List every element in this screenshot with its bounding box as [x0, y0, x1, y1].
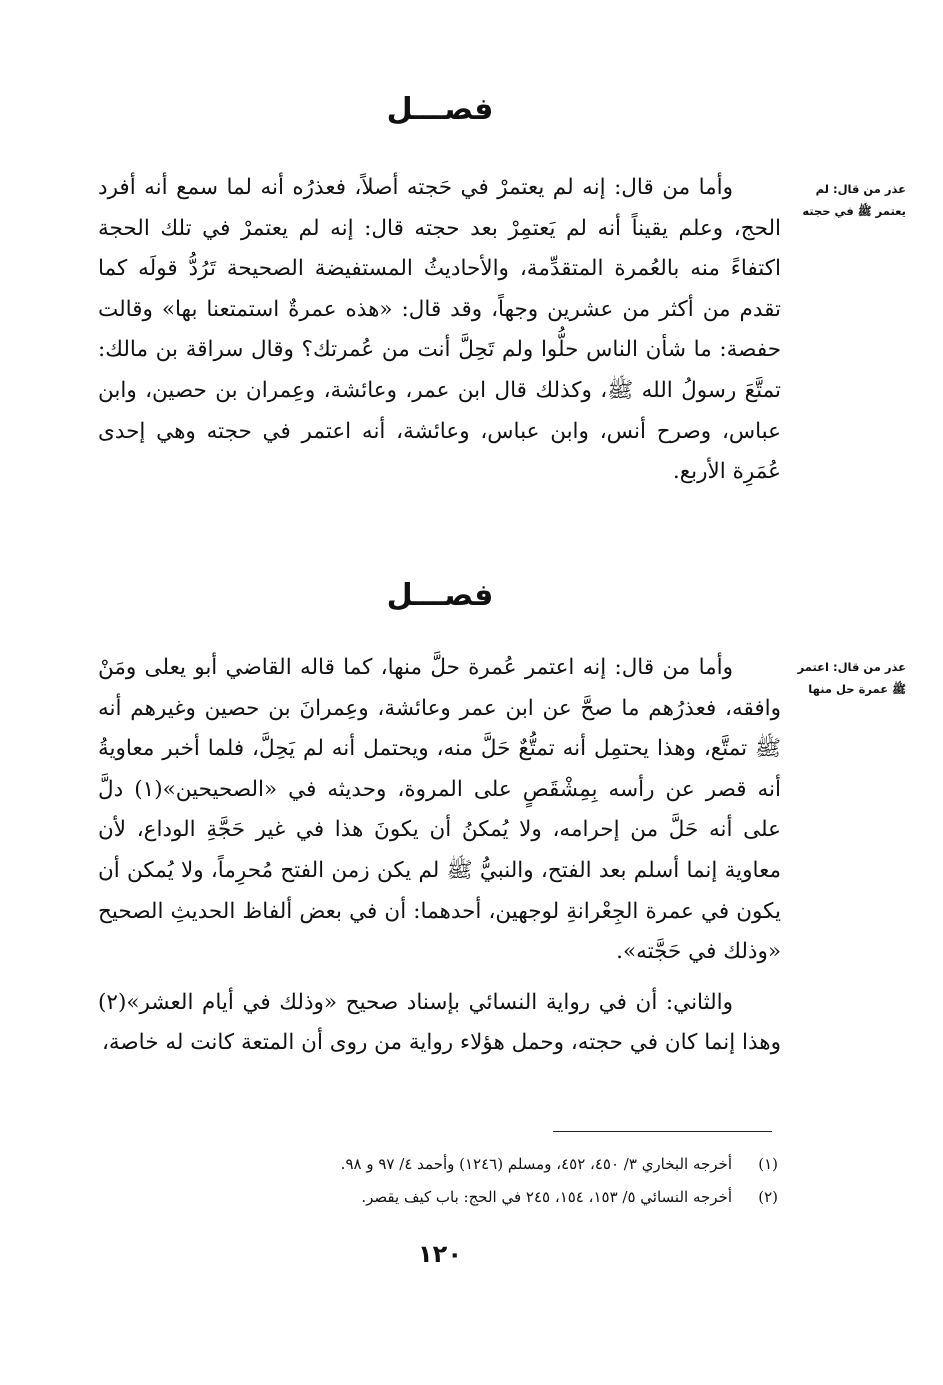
footnote-text: أخرجه النسائي ٥/ ١٥٣، ١٥٤، ٢٤٥ في الحج: باب كيف يقصر. [361, 1188, 732, 1206]
paragraph: وأما من قال: إنه اعتمر عُمرة حلَّ منها، كما قاله القاضي أبو يعلى ومَنْ وافقه، فعذرُهم ما صحَّ عن ابن عمر وعائشة، وعِمرانَ بن حصين وغيرهم أنه ﷺ تمتَّع، وهذا يحتمِل أنه تمتُّعٌ حَلَّ منه، ويحتمل أنه لم يَحِلَّ، فلما أخبر معاويةُ أنه قصر عن رأسه بِمِشْقَصٍ على المروة، وحديثه في «الصحيحين»(١) دلَّ على أنه حَلَّ من إحرامه، ولا يُمكنُ أن يكونَ هذا في غير حَجَّةِ الوداع، لأن معاوية إنما أسلم بعد الفتح، والنبيُّ ﷺ لم يكن زمن الفتح مُحرِماً، ولا يُمكن أن يكون في عمرة الجِعْرانةِ لوجهين، أحدهما: أن في بعض ألفاظ الحديثِ الصحيح «وذلك في حَجَّته». [98, 655, 781, 965]
footnote-divider [553, 1131, 772, 1132]
footnote-number: (٢) [758, 1188, 778, 1206]
section-heading: فصـــل [386, 578, 494, 613]
footnote [150, 1148, 778, 1181]
footnotes [150, 1148, 778, 1214]
footnote-text: أخرجه البخاري ٣/ ٤٥٠، ٤٥٢، ومسلم (١٢٤٦) وأحمد ٤/ ٩٧ و ٩٨. [340, 1155, 732, 1173]
section-body [98, 648, 781, 1064]
margin-note: عذر من قال: لم يعتمر ﷺ في حجته [802, 182, 906, 218]
section-body [98, 168, 781, 493]
paragraph: والثاني: أن في رواية النسائي بإسناد صحيح «وذلك في أيام العشر»(٢) وهذا إنما كان في حجته، وحمل هؤلاء رواية من روى أن المتعة كانت له خاصة، [98, 989, 781, 1056]
page-number: ١٢٠ [418, 1240, 462, 1268]
footnote [150, 1181, 778, 1214]
margin-note: عذر من قال: اعتمر ﷺ عمرة حل منها [797, 660, 906, 696]
paragraph: وأما من قال: إنه لم يعتمرْ في حَجته أصلاً، فعذرُه أنه لما سمع أنه أفرد الحج، وعلم يقيناً أنه لم يَعتمِرْ بعد حجته قال: إنه لم يعتمرْ في تلك الحجة اكتفاءً منه بالعُمرة المتقدِّمة، والأحاديثُ المستفيضة الصحيحة تَرُدُّ قولَه كما تقدم من أكثر من عشرين وجهاً، وقد قال: «هذه عمرةٌ استمتعنا بها» وقالت حفصة: ما شأن الناس حلُّوا ولم تَحِلَّ أنت من عُمرتك؟ وقال سراقة بن مالك: تمتَّعَ رسولُ الله ﷺ، وكذلك قال ابن عمر، وعائشة، وعِمران بن حصين، وابن عباس، وصرح أنس، وابن عباس، وعائشة، أنه اعتمر في حجته وهي إحدى عُمَرِة الأربع. [98, 175, 781, 485]
footnote-number: (١) [758, 1155, 778, 1173]
section-heading: فصـــل [386, 92, 494, 127]
